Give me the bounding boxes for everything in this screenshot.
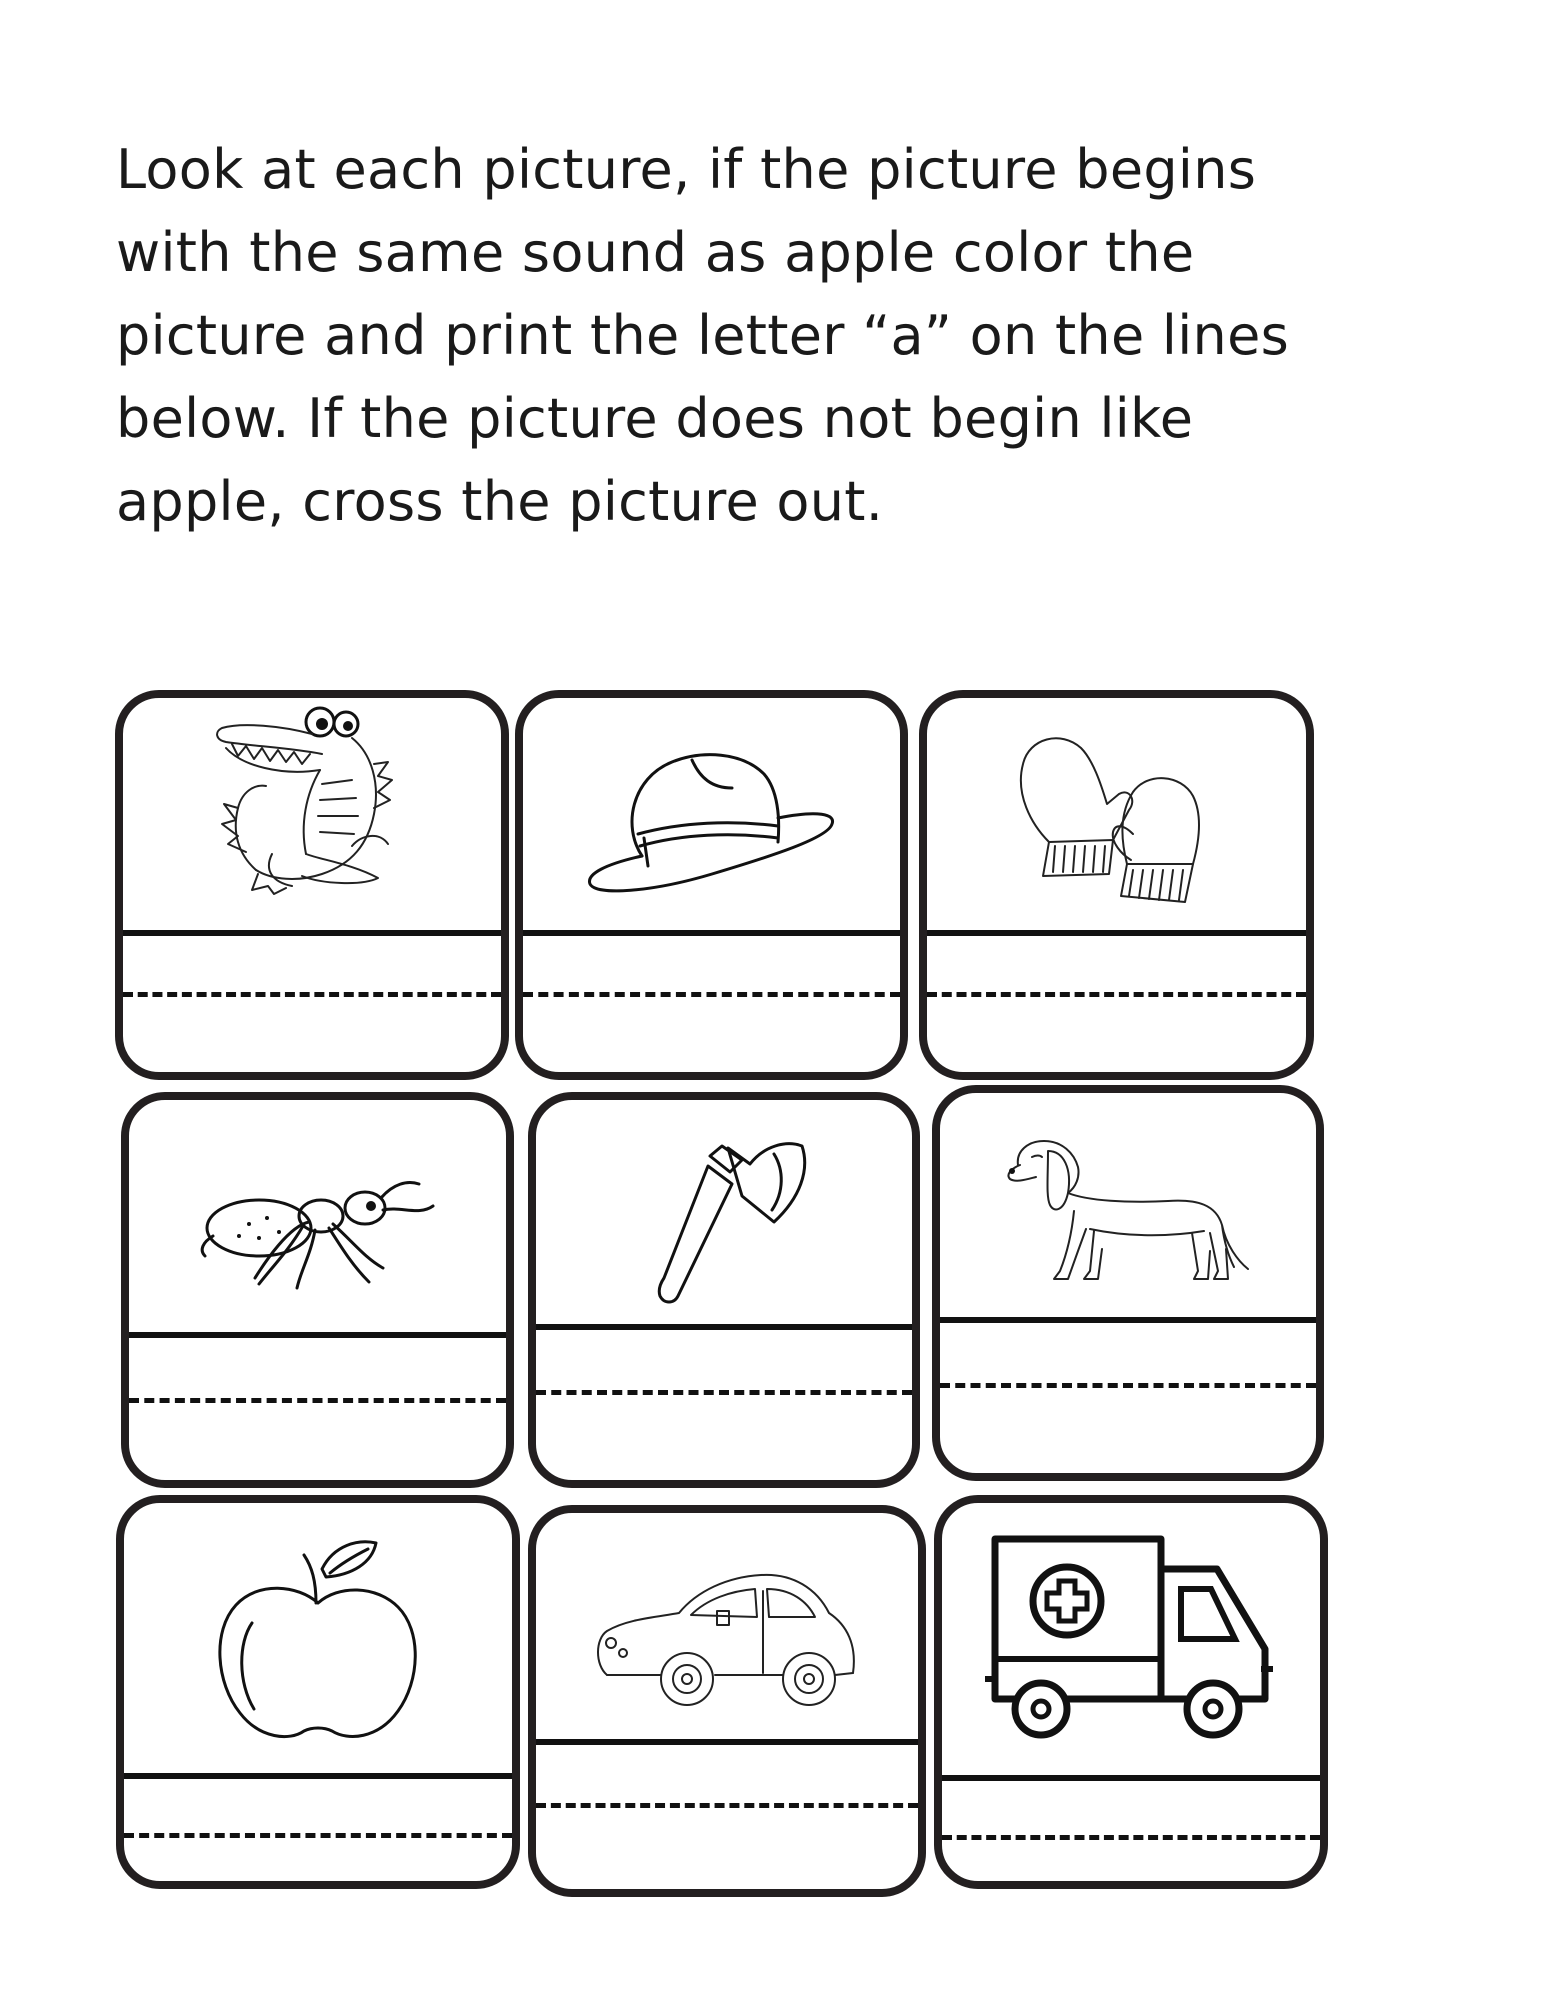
- axe-icon: [624, 1126, 824, 1316]
- hat-icon: [582, 738, 842, 898]
- dog-icon: [998, 1121, 1258, 1291]
- apple-icon: [208, 1533, 428, 1743]
- ambulance-icon: [981, 1529, 1281, 1749]
- instructions-text: Look at each picture, if the picture begins with the same sound as apple color the picture and print the letter “a” on the lines below. If the picture does not begin like apple, cross the picture out.: [116, 138, 1290, 533]
- picture-card-axe[interactable]: [528, 1092, 920, 1488]
- alligator-icon: [202, 704, 422, 904]
- picture-card-alligator[interactable]: [115, 690, 509, 1080]
- car-icon: [587, 1555, 867, 1725]
- picture-card-apple[interactable]: [116, 1495, 520, 1889]
- picture-card-car[interactable]: [528, 1505, 926, 1897]
- mittens-icon: [997, 724, 1237, 914]
- picture-card-hat[interactable]: [515, 690, 908, 1080]
- picture-card-ant[interactable]: [121, 1092, 514, 1488]
- ant-icon: [193, 1166, 443, 1296]
- picture-card-mittens[interactable]: [919, 690, 1314, 1080]
- picture-card-ambulance[interactable]: [934, 1495, 1328, 1889]
- picture-card-dog[interactable]: [932, 1085, 1324, 1481]
